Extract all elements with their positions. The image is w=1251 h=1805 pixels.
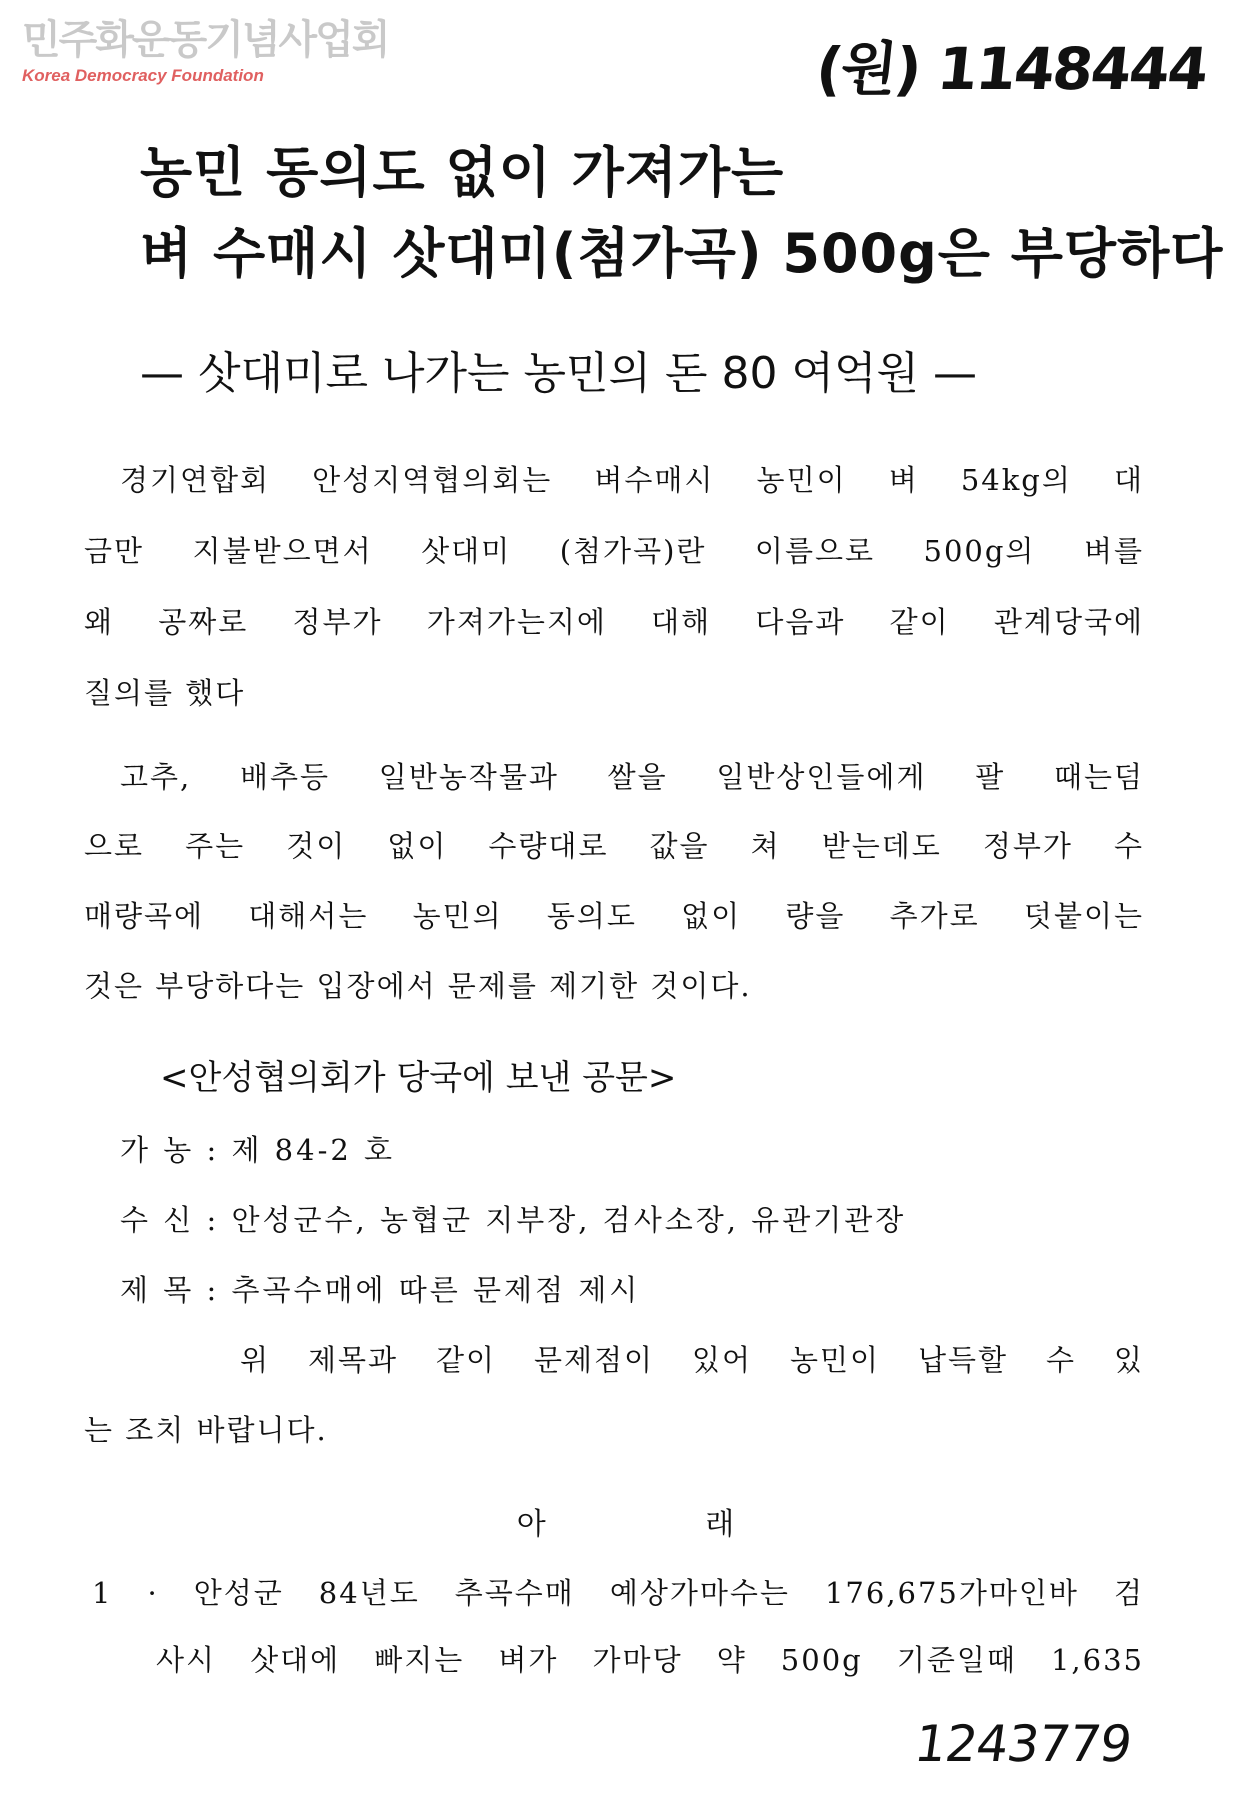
list-item: 사시 삿대에 빠지는 벼가 가마당 약 500g 기준일때 1,635 xyxy=(156,1643,1144,1677)
body-line: 경기연합회 안성지역협의회는 벼수매시 농민이 벼 54kg의 대 xyxy=(120,463,1144,497)
body-line: 왜 공짜로 정부가 가져가는지에 대해 다음과 같이 관계당국에 xyxy=(84,605,1144,639)
body-line: 고추, 배추등 일반농작물과 쌀을 일반상인들에게 팔 때는덤 xyxy=(120,760,1144,794)
below-label: 아 래 xyxy=(516,1507,735,1542)
list-item: 1 · 안성군 84년도 추곡수매 예상가마수는 176,675가마인바 검 xyxy=(92,1576,1144,1610)
handwritten-archive-number: (원) 1148444 xyxy=(813,35,1211,103)
document-title-line-2: 벼 수매시 삿대미(첨가곡) 500g은 부당하다 xyxy=(140,222,1224,285)
letter-subject: 제 목 : 추곡수매에 따른 문제점 제시 xyxy=(120,1273,641,1307)
body-line: 으로 주는 것이 없이 수량대로 값을 쳐 받는데도 정부가 수 xyxy=(84,829,1144,863)
handwritten-page-number: 1243779 xyxy=(911,1715,1136,1773)
watermark-english: Korea Democracy Foundation xyxy=(22,66,264,85)
letter-recipient: 수 신 : 안성군수, 농협군 지부장, 검사소장, 유관기관장 xyxy=(120,1203,907,1237)
body-line: 것은 부당하다는 입장에서 문제를 제기한 것이다. xyxy=(84,969,752,1003)
document-title-line-1: 농민 동의도 없이 가져가는 xyxy=(140,141,785,204)
body-line: 질의를 했다 xyxy=(84,676,246,710)
body-line: 금만 지불받으면서 삿대미 (첨가곡)란 이름으로 500g의 벼를 xyxy=(84,534,1144,568)
watermark xyxy=(22,18,388,86)
letter-request-line-1: 위 제목과 같이 문제점이 있어 농민이 납득할 수 있 xyxy=(240,1343,1144,1377)
watermark-korean: 민주화운동기념사업회 xyxy=(22,17,389,63)
body-line: 매량곡에 대해서는 농민의 동의도 없이 량을 추가로 덧붙이는 xyxy=(84,899,1144,933)
letter-request-line-2: 는 조치 바랍니다. xyxy=(84,1413,328,1447)
document-subtitle: — 삿대미로 나가는 농민의 돈 80 여억원 — xyxy=(140,348,977,399)
letter-number: 가 농 : 제 84-2 호 xyxy=(120,1133,396,1167)
letter-heading: <안성협의회가 당국에 보낸 공문> xyxy=(160,1058,677,1098)
